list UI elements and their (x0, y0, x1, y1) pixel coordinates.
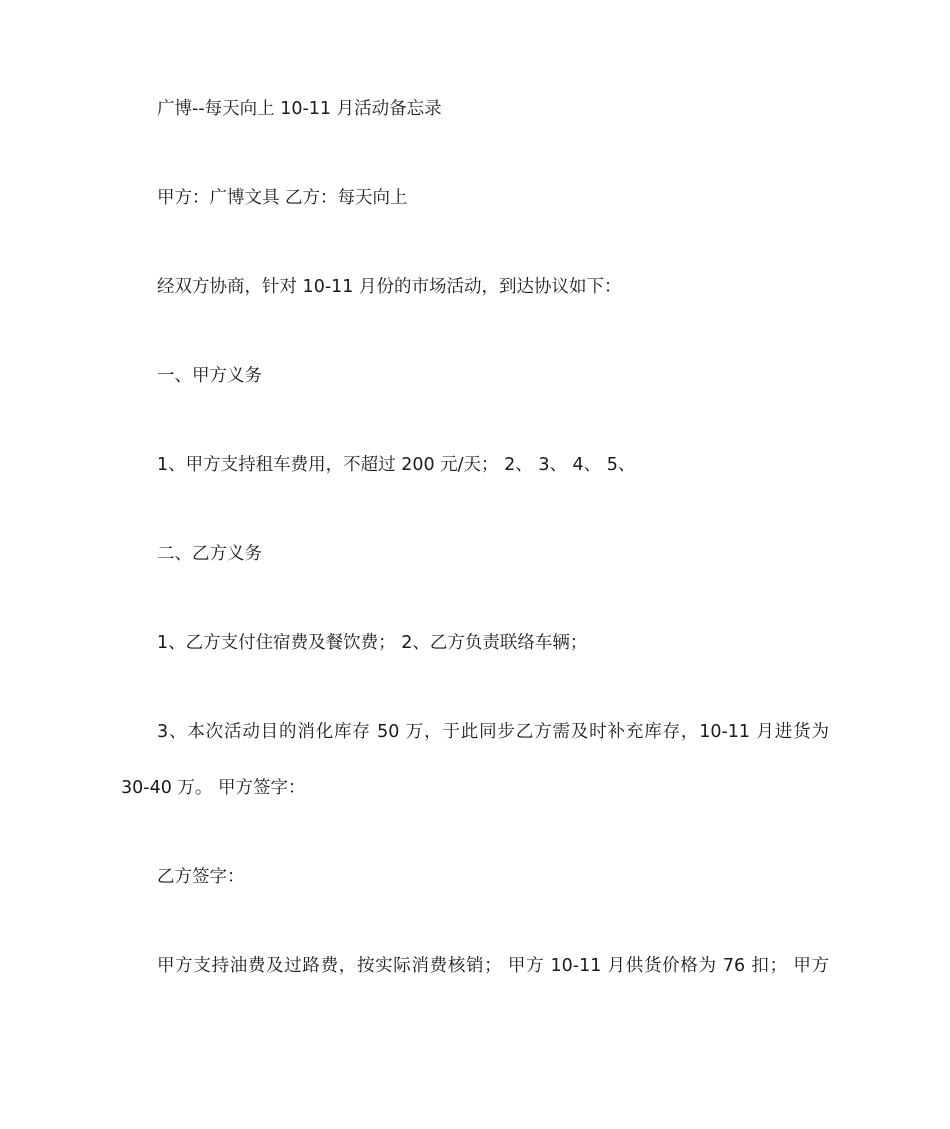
section-a-heading: 一、甲方义务 (157, 366, 262, 386)
document-title: 广博--每天向上 10-11 月活动备忘录 (157, 99, 442, 119)
section-b-item3-line1: 3、本次活动目的消化库存 50 万，于此同步乙方需及时补充库存，10-11 月进货为 (157, 722, 829, 742)
section-b-item3-line2: 30-40 万。 甲方签字： (121, 778, 306, 798)
section-b-items: 1、乙方支付住宿费及餐饮费； 2、乙方负责联络车辆； (157, 633, 588, 653)
closing-line: 甲方支持油费及过路费，按实际消费核销； 甲方 10-11 月供货价格为 76 扣； 甲方 (157, 956, 829, 976)
section-a-items: 1、甲方支持租车费用，不超过 200 元/天； 2、 3、 4、 5、 (157, 455, 636, 475)
section-b-heading: 二、乙方义务 (157, 544, 262, 564)
parties-line: 甲方：广博文具 乙方：每天向上 (157, 188, 408, 208)
intro-paragraph: 经双方协商，针对 10-11 月份的市场活动，到达协议如下： (157, 277, 622, 297)
party-b-signature: 乙方签字： (157, 867, 245, 887)
